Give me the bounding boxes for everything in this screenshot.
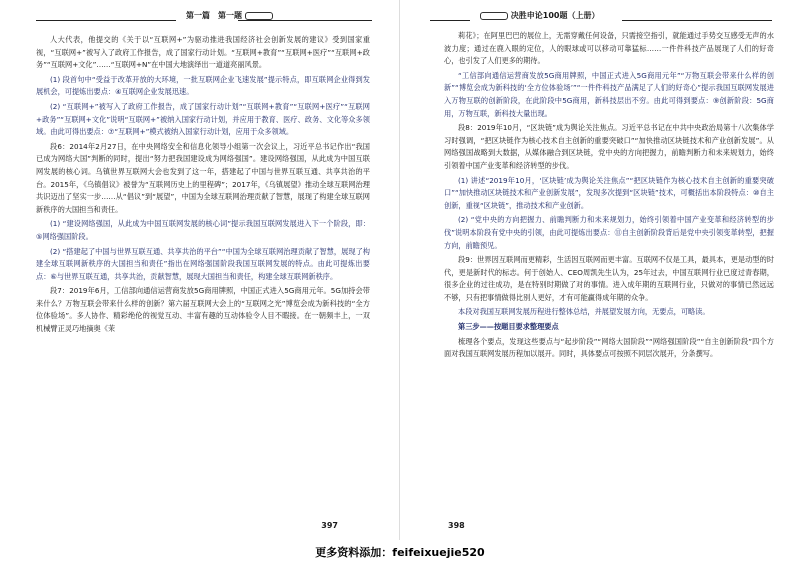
left-header-label: 第一篇 第一题 xyxy=(186,11,242,20)
left-paragraph: (1) “建设网络强国，从此成为中国互联网发展的核心词”提示我国互联网发展进入下一个阶段，即：⑤网络强国阶段。 xyxy=(36,219,370,241)
right-page-number: 398 xyxy=(448,521,465,530)
header-rule-right xyxy=(622,20,772,21)
header-rule-left xyxy=(430,20,470,21)
left-paragraph: 段6：2014年2月27日，在中央网络安全和信息化领导小组第一次会议上，习近平总书记作出“我国已成为网络大国”判断的同时，提出“努力把我国建设成为网络强国”。建设网络强国，从此成为中国互联网发展的核心词。乌镇世界互联网大会也发到了这一年，搭建起了中国与世界互联互通、共享共治的平台。2015年，《乌镇倡议》被誉为“互联网历史上的里程碑”；2017年，《乌镇展望》推动全球互联网治理共识迈出了坚实一步……从“倡议”到“展望”，中国为全球互联网治理贡献了智慧，展现了构建全球互联网新秩序的大国担当和责任。 xyxy=(36,141,370,214)
right-page xyxy=(400,0,800,540)
header-rule-left xyxy=(36,20,176,21)
right-paragraph: (1) 讲述“2019年10月，‘区块链’成为舆论关注焦点”“把区块链作为核心技术自主创新的重要突破口”“加快推动区块链技术和产业创新发展”，发现多次提到“区块链”技术，可概括出本阶段特点：⑩自主创新，重视“区块链”，推动技术和产业创新。 xyxy=(444,175,774,210)
right-paragraph: 本段对我国互联网发展历程进行整体总结，并展望发展方向，无要点，可略读。 xyxy=(458,307,710,317)
footer-watermark: 更多资料添加：feifeixuejie520 xyxy=(0,540,800,566)
left-paragraph: (2) “搭建起了中国与世界互联互通、共享共治的平台”“中国为全球互联网治理贡献了智慧，展现了构建全球互联网新秩序的大国担当和责任”指出在网络强国阶段我国互联网发展的特点。由此可提炼出要点：⑥与世界互联互通，共享共治，贡献智慧，展现大国担当和责任，构建全球互联网新秩序。 xyxy=(36,246,370,281)
right-paragraph: (2) “党中央的方向把握力、前瞻判断力和未来规划力，始终引领着中国产业变革和经济转型的步伐”说明本阶段有党中央的引领，由此可提炼出要点：⑪自主创新阶段背后是党中央引领变革转型，把握方向，前瞻预见。 xyxy=(444,215,774,250)
right-page-body xyxy=(444,30,774,363)
section-heading: 第三步——按题目要求整理要点 xyxy=(458,322,559,332)
header-flourish-icon xyxy=(245,12,273,20)
left-paragraph: 段7：2019年6月，工信部向通信运营商发放5G商用牌照，中国正式进入5G商用元年。5G加持会带来什么？万物互联会带来什么样的创新？第六届互联网大会上的“互联网之光”博览会成为新科技的“全方位体验场”。多人协作、精彩绝伦的视觉互动、丰富有趣的互动体验令人目不暇接。在一朝频丰上，一双机械臂正灵巧地摘奥《茉 xyxy=(36,286,370,334)
right-paragraph: 梳理各个要点，发现这些要点与“起步阶段”“网络大国阶段”“网络强国阶段”“自主创新阶段”四个方面对我国互联网发展历程加以展开。同时，具体要点可按照不同层次展开，分条撰写。 xyxy=(444,336,774,359)
left-page-number: 397 xyxy=(321,521,338,530)
right-paragraph: 段8：2019年10月，“区块链”成为舆论关注焦点。习近平总书记在中共中央政治局第十八次集体学习时强调，“把区块链作为核心技术自主创新的重要突破口”“加快推动区块链技术和产业创新发展”。从网络强国战略到大数据，从媒体融合到区块链，党中央的方向把握力，前瞻判断力和未来规划力，始终引领着中国产业变革和经济转型的步伐。 xyxy=(444,123,774,170)
right-paragraph: “工信部向通信运营商发放5G商用牌照，中国正式进入5G商用元年”“万物互联会带来什么样的创新”“博览会成为新科技的‘全方位体验场’”“一件件科技产品满足了人们的好奇心”提示我国互联网发展进入万物互联的创新阶段，在此阶段中5G商用，新科技层出不穷。由此可得到要点：⑨创新阶段：5G商用，万物互联，新科技大量出现。 xyxy=(444,70,774,118)
left-paragraph: 人大代表，他提交的《关于以“互联网+”为驱动推进我国经济社会创新发展的建议》受到国家重视，“互联网+”被写入了政府工作报告，成了国家行动计划。“互联网+教育”“互联网+医疗”“互联网+政务”“互联网+文化”……“互联网+N”在中国大地演绎出一道道亮丽风景。 xyxy=(36,35,370,70)
right-paragraph: 段9：世界因互联网而更精彩，生活因互联网而更丰富。互联网不仅是工具，最具本，更是动型的时代，更是新时代的标志。何于创始人、CEO周凯先生认为，25年过去，中国互联网行业已度过青春期，很多企业的过往成功，是在特别时期做了对的事情。进入成年期的互联网行业，只做对的事情已然远远不够，只有把事情做得比别人更好，才有可能赢得成年期的众争。 xyxy=(444,255,774,302)
right-page-header xyxy=(480,10,600,21)
left-page xyxy=(0,0,400,540)
left-paragraph: (1) 段首句中“受益于改革开放的大环境，一批互联网企业飞速发展”提示特点，即互联网企业得到发展机会，可提炼出要点：④互联网企业发展迅速。 xyxy=(36,74,370,97)
left-page-body xyxy=(36,34,370,338)
left-page-header xyxy=(186,10,273,21)
right-paragraph: 莉花》；在阿里巴巴的展位上，无需穿戴任何设备，只需接空指引，就能通过手势交互感受无声的水波力度；通过在鹿入眼的定位，人的眼球或可以移动可靠猛标……一件件科技产品展现了人们的好奇心，也引发了人们更多的期待。 xyxy=(444,31,774,66)
header-flourish-icon xyxy=(480,12,508,20)
left-paragraph: (2) “互联网+”被写入了政府工作报告，成了国家行动计划”“互联网+教育”“互联网+医疗”“互联网+政务”“互联网+文化”说明“互联网+”被纳入国家行动计划，并应用于教育、医疗、政务、文化等众多领域。由此可得出要点：⑦“互联网+”模式被纳入国家行动计划，应用于众多领域。 xyxy=(36,101,370,137)
right-header-label: 决胜申论100题（上册） xyxy=(510,11,600,20)
